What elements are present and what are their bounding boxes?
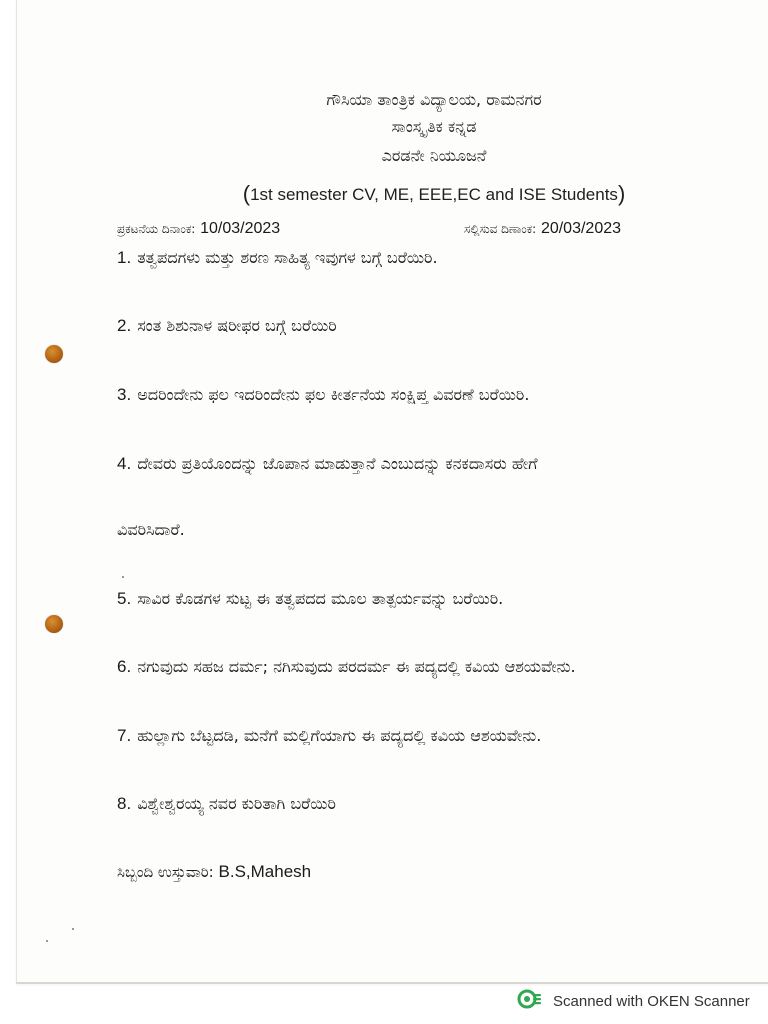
institution-name: ಗೌಸಿಯಾ ತಾಂತ್ರಿಕ ವಿದ್ಯಾಲಯ, ರಾಮನಗರ — [326, 90, 542, 109]
assignment-title: ಎರಡನೇ ನಿಯೂಜನೆ — [381, 146, 487, 165]
question-text: ದೇವರು ಪ್ರತಿಯೊಂದನ್ನು ಜೊಪಾನ ಮಾಡುತ್ತಾನೆ ಎಂಬುದನ್ನು ಕನಕದಾಸರು ಹೇಗೆ — [137, 454, 538, 473]
question-6 — [117, 657, 576, 677]
question-text: ವಿಶ್ವೇಶ್ವರಯ್ಯ ನವರ ಕುರಿತಾಗಿ ಬರೆಯಿರಿ — [137, 794, 336, 813]
question-4 — [117, 454, 537, 474]
question-text: ತತ್ವಪದಗಳು ಮತ್ತು ಶರಣ ಸಾಹಿತ್ಯ ಇವುಗಳ ಬಗ್ಗೆ ಬರೆಯಿರಿ. — [137, 248, 438, 267]
question-text: ಹುಲ್ಲಾಗು ಬೆಟ್ಟದಡಿ, ಮನೆಗೆ ಮಲ್ಲಿಗೆಯಾಗು ಈ ಪದ್ಯದಲ್ಲಿ ಕವಿಯ ಆಶಯವೇನು. — [137, 726, 542, 745]
scan-speck — [46, 940, 48, 942]
submission-date-label: ಸಲ್ಲಿಸುವ ದಿಣಾಂಕ: — [464, 222, 537, 236]
issue-date — [117, 219, 280, 238]
issue-date-value: 10/03/2023 — [200, 220, 281, 237]
audience-text: 1st semester CV, ME, EEE,EC and ISE Students — [250, 185, 618, 204]
scanner-logo-icon — [517, 988, 543, 1014]
question-number: 1. — [117, 248, 132, 267]
question-4-continuation: ವಿವರಿಸಿದಾರೆ. — [117, 520, 185, 539]
question-3 — [117, 385, 529, 405]
scan-speck — [72, 928, 74, 930]
punch-hole-top — [45, 345, 63, 363]
issue-date-label: ಪ್ರಕಟನೆಯ ದಿನಾಂಕ: — [117, 222, 196, 236]
staff-label: ಸಿಬ್ಬಂದಿ ಉಸ್ತುವಾರಿ: — [117, 863, 214, 881]
question-2 — [117, 316, 337, 336]
scanner-watermark-text: Scanned with OKEN Scanner — [553, 992, 750, 1010]
question-number: 6. — [117, 657, 132, 676]
question-8 — [117, 794, 336, 814]
question-number: 2. — [117, 316, 132, 335]
question-number: 8. — [117, 794, 132, 813]
submission-date — [464, 219, 621, 238]
scanner-watermark — [517, 990, 750, 1012]
question-number: 5. — [117, 589, 132, 608]
question-7 — [117, 726, 541, 746]
punch-hole-bottom — [45, 615, 63, 633]
question-1 — [117, 248, 438, 268]
staff-name: B.S,Mahesh — [218, 862, 312, 881]
audience-line: (1st semester CV, ME, EEE,EC and ISE Students) — [242, 181, 626, 206]
subject-title: ಸಾಂಸ್ಕೃತಿಕ ಕನ್ನಡ — [391, 117, 477, 136]
question-number: 7. — [117, 726, 132, 745]
question-number: 4. — [117, 454, 132, 473]
question-text: ಸಾವಿರ ಕೊಡಗಳ ಸುಟ್ಟ ಈ ತತ್ವಪದದ ಮೂಲ ತಾತ್ಪರ್ಯವನ್ನು ಬರೆಯಿರಿ. — [137, 589, 504, 608]
question-text: ನಗುವುದು ಸಹಜ ದರ್ಮ; ನಗಿಸುವುದು ಪರದರ್ಮ ಈ ಪದ್ಯದಲ್ಲಿ ಕವಿಯ ಆಶಯವೇನು. — [137, 657, 576, 676]
question-5 — [117, 589, 503, 609]
question-text: ಅದರಿಂದೇನು ಫಲ ಇದರಿಂದೇನು ಫಲ ಕೀರ್ತನೆಯ ಸಂಕ್ಷಿಪ್ತ ವಿವರಣೆ ಬರೆಯಿರಿ. — [137, 385, 530, 404]
submission-date-value: 20/03/2023 — [540, 220, 622, 237]
scan-speck — [122, 576, 124, 578]
question-number: 3. — [117, 385, 132, 404]
question-text: ಸಂತ ಶಿಶುನಾಳ ಷರೀಫರ ಬಗ್ಗೆ ಬರೆಯಿರಿ — [137, 316, 337, 335]
staff-in-charge — [117, 862, 311, 882]
